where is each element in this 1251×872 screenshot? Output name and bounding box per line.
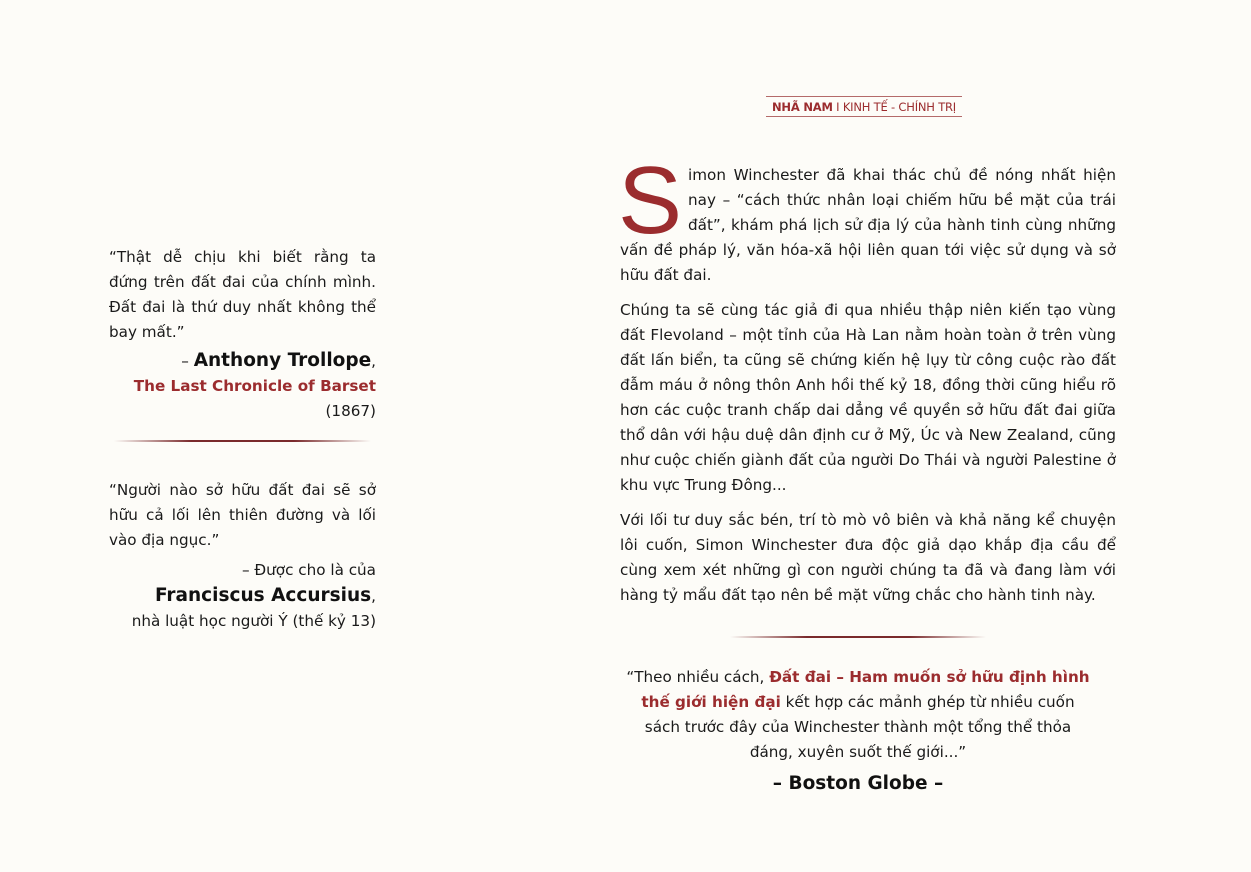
- author-name: Anthony Trollope: [193, 350, 372, 371]
- paragraph-3: Với lối tư duy sắc bén, trí tò mò vô biên và khả năng kể chuyện lôi cuốn, Simon Winchester đưa độc giả dạo khắp địa cầu để cùng xem xét những gì con người chúng ta đã và đang làm với hàng tỷ mẩu đất tạo nên bề mặt vững chắc cho hành tinh này.: [620, 511, 1116, 604]
- book-description: [618, 147, 1116, 618]
- divider: [114, 440, 371, 442]
- paragraph-1-text: imon Winchester đã khai thác chủ đề nóng nhất hiện nay – “cách thức nhân loại chiếm hữu bề mặt của trái đất”, khám phá lịch sử địa lý của hành tinh cùng những vấn đề pháp lý, văn hóa-xã hội liên quan tới việc sử dụng và sở hữu đất đai.: [620, 166, 1116, 284]
- dash: –: [181, 352, 194, 370]
- author-name: Franciscus Accursius: [154, 585, 372, 606]
- quote-accursius: [109, 478, 376, 634]
- review-prefix: “Theo nhiều cách,: [626, 668, 770, 686]
- comma: ,: [371, 352, 376, 370]
- book-title: Đất đai – Ham muốn sở hữu định hình thế giới hiện đại: [641, 668, 1090, 711]
- attribution-prefix: – Được cho là của: [241, 561, 376, 579]
- source-name: – Boston Globe –: [772, 773, 944, 794]
- review-text: [625, 665, 1091, 765]
- review-quote: [625, 665, 1091, 796]
- header-separator: I: [832, 100, 843, 114]
- publisher-name: NHÃ NAM: [771, 100, 833, 114]
- quote-text: “Thật dễ chịu khi biết rằng ta đứng trên đất đai của chính mình. Đất đai là thứ duy nhất không thể bay mất.”: [109, 248, 376, 341]
- author-description: nhà luật học người Ý (thế kỷ 13): [131, 612, 376, 630]
- quote-text: “Người nào sở hữu đất đai sẽ sở hữu cả lối lên thiên đường và lối vào địa ngục.”: [109, 481, 376, 549]
- review-source: [625, 771, 1091, 796]
- paragraph-2: Chúng ta sẽ cùng tác giả đi qua nhiều thập niên kiến tạo vùng đất Flevoland – một tỉnh của Hà Lan nằm hoàn toàn ở trên vùng đất lấn biển, ta cũng sẽ chứng kiến hệ lụy từ công cuộc rào đất đẫm máu ở nông thôn Anh hồi thế kỷ 18, đồng thời cũng hiểu rõ hơn các cuộc tranh chấp dai dẳng về quyền sở hữu đất đai giữa thổ dân với hậu duệ dân định cư ở Mỹ, Úc và New Zealand, cũng như cuộc chiến giành đất của người Do Thái và người Palestine ở khu vực Trung Đông...: [620, 301, 1116, 494]
- divider: [730, 636, 986, 638]
- work-title: The Last Chronicle of Barset: [133, 377, 376, 395]
- quote-attribution: [109, 348, 376, 374]
- paragraph-1: [618, 147, 1116, 288]
- quote-source: [109, 374, 376, 424]
- review-suffix: kết hợp các mảnh ghép từ nhiều cuốn sách trước đây của Winchester thành một tổng thể thỏa đáng, xuyên suốt thế giới...”: [644, 693, 1075, 761]
- series-header: [766, 96, 962, 117]
- work-year: (1867): [325, 402, 376, 420]
- comma: ,: [371, 587, 376, 605]
- quote-trollope: [109, 245, 376, 424]
- drop-cap: S: [618, 147, 683, 254]
- category-label: KINH TẾ - CHÍNH TRỊ: [842, 100, 956, 114]
- quote-attribution: [109, 583, 376, 609]
